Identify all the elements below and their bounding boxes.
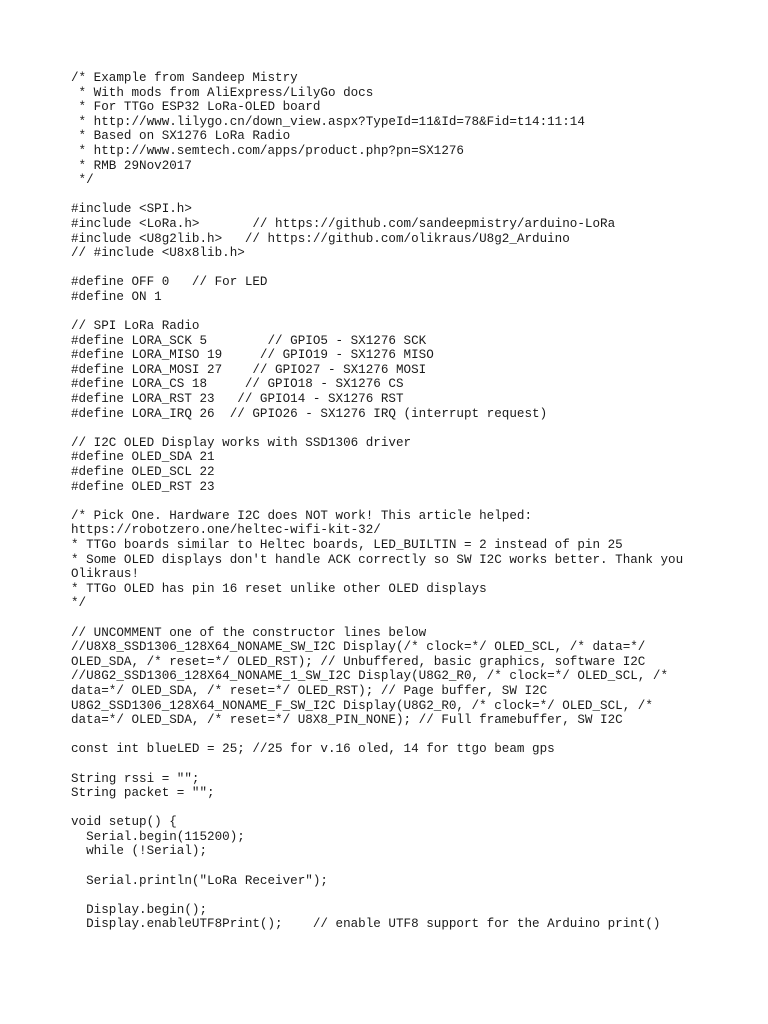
code-line: * With mods from AliExpress/LilyGo docs <box>71 85 374 100</box>
code-line: */ <box>71 596 87 611</box>
code-line <box>71 757 683 772</box>
code-line: Serial.begin(115200); <box>71 829 245 844</box>
code-line: * RMB 29Nov2017 <box>71 158 192 173</box>
code-line: // I2C OLED Display works with SSD1306 driver <box>71 435 412 450</box>
code-line: #define LORA_MISO 19 // GPIO19 - SX1276 MISO <box>71 348 434 363</box>
code-line: while (!Serial); <box>71 844 208 859</box>
code-line: #define OLED_SCL 22 <box>71 465 215 480</box>
code-line: void setup() { <box>71 815 177 830</box>
code-line <box>71 421 683 436</box>
code-line: data=*/ OLED_SDA, /* reset=*/ OLED_RST); // Page buffer, SW I2C <box>71 683 548 698</box>
code-line: // SPI LoRa Radio <box>71 319 200 334</box>
code-line <box>71 728 683 743</box>
code-line: #define LORA_CS 18 // GPIO18 - SX1276 CS <box>71 377 404 392</box>
code-line: data=*/ OLED_SDA, /* reset=*/ U8X8_PIN_NONE); // Full framebuffer, SW I2C <box>71 713 623 728</box>
code-line: Olikraus! <box>71 567 140 582</box>
code-line <box>71 859 683 874</box>
code-line: Display.begin(); <box>71 902 208 917</box>
code-line <box>71 801 683 816</box>
code-line: //U8G2_SSD1306_128X64_NONAME_1_SW_I2C Display(U8G2_R0, /* clock=*/ OLED_SCL, /* <box>71 669 669 684</box>
code-line: #define LORA_SCK 5 // GPIO5 - SX1276 SCK <box>71 333 427 348</box>
code-line: #include <SPI.h> <box>71 202 192 217</box>
code-line: https://robotzero.one/heltec-wifi-kit-32/ <box>71 523 381 538</box>
code-line: Display.enableUTF8Print(); // enable UTF8 support for the Arduino print() <box>71 917 661 932</box>
code-line <box>71 888 683 903</box>
code-line: /* Example from Sandeep Mistry <box>71 71 298 85</box>
code-line: * http://www.lilygo.cn/down_view.aspx?TypeId=11&Id=78&Fid=t14:11:14 <box>71 114 585 129</box>
code-line: * Some OLED displays don't handle ACK correctly so SW I2C works better. Thank you <box>71 552 684 567</box>
code-line <box>71 305 683 320</box>
code-line: U8G2_SSD1306_128X64_NONAME_F_SW_I2C Display(U8G2_R0, /* clock=*/ OLED_SCL, /* <box>71 698 653 713</box>
code-line: * http://www.semtech.com/apps/product.php?pn=SX1276 <box>71 143 464 158</box>
code-line <box>71 261 683 276</box>
code-line: //U8X8_SSD1306_128X64_NONAME_SW_I2C Display(/* clock=*/ OLED_SCL, /* data=*/ <box>71 640 646 655</box>
code-listing <box>71 71 683 932</box>
code-line: // UNCOMMENT one of the constructor lines below <box>71 625 427 640</box>
code-line: #define LORA_MOSI 27 // GPIO27 - SX1276 MOSI <box>71 362 427 377</box>
code-line <box>71 494 683 509</box>
code-line: // #include <U8x8lib.h> <box>71 246 245 261</box>
code-line: const int blueLED = 25; //25 for v.16 oled, 14 for ttgo beam gps <box>71 742 555 757</box>
code-line: * Based on SX1276 LoRa Radio <box>71 129 291 144</box>
code-line: #define OFF 0 // For LED <box>71 275 268 290</box>
code-line <box>71 188 683 203</box>
code-line: #define OLED_RST 23 <box>71 479 215 494</box>
code-line: #define LORA_RST 23 // GPIO14 - SX1276 RST <box>71 392 404 407</box>
code-line: #define ON 1 <box>71 289 162 304</box>
code-line: */ <box>71 173 94 188</box>
code-line: String packet = ""; <box>71 786 215 801</box>
code-line: Serial.println("LoRa Receiver"); <box>71 873 328 888</box>
code-line: * For TTGo ESP32 LoRa-OLED board <box>71 100 321 115</box>
code-line: #include <U8g2lib.h> // https://github.com/olikraus/U8g2_Arduino <box>71 231 570 246</box>
code-line: OLED_SDA, /* reset=*/ OLED_RST); // Unbuffered, basic graphics, software I2C <box>71 654 646 669</box>
code-line: #define OLED_SDA 21 <box>71 450 215 465</box>
code-line <box>71 611 683 626</box>
code-line: #define LORA_IRQ 26 // GPIO26 - SX1276 IRQ (interrupt request) <box>71 406 548 421</box>
code-line: /* Pick One. Hardware I2C does NOT work! This article helped: <box>71 508 533 523</box>
code-line: String rssi = ""; <box>71 771 200 786</box>
code-line: #include <LoRa.h> // https://github.com/sandeepmistry/arduino-LoRa <box>71 216 616 231</box>
code-line: * TTGo boards similar to Heltec boards, LED_BUILTIN = 2 instead of pin 25 <box>71 538 623 552</box>
code-line: * TTGo OLED has pin 16 reset unlike other OLED displays <box>71 581 487 596</box>
